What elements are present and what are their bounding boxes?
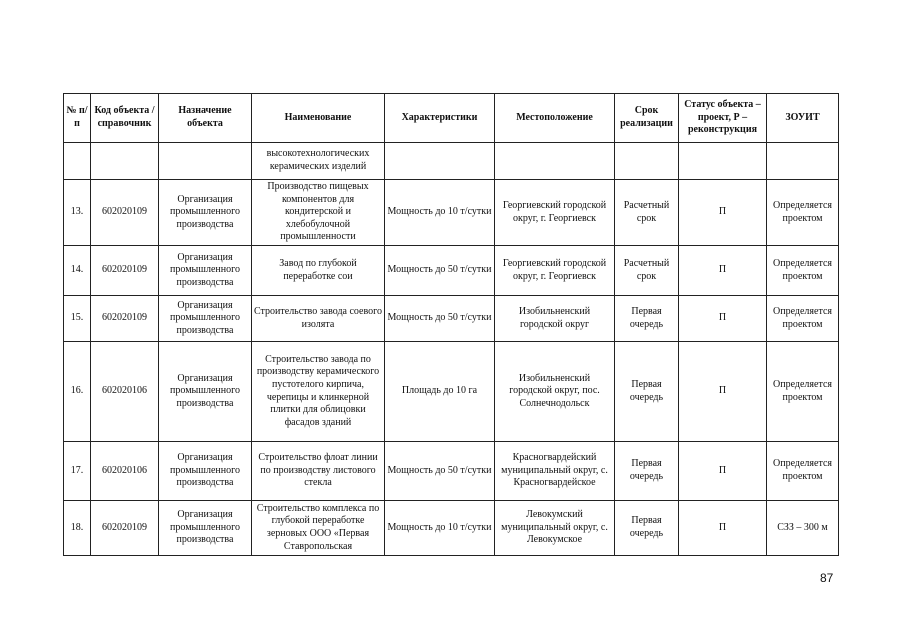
cell-zouit: Определяется проектом <box>767 442 839 501</box>
objects-table <box>63 93 839 556</box>
cell-characteristics: Мощность до 50 т/сутки <box>385 442 495 501</box>
cell-term: Расчетный срок <box>615 246 679 296</box>
cell-code: 602020106 <box>91 442 159 501</box>
table-row <box>64 296 839 342</box>
cell-name: Строительство завода соевого изолята <box>252 296 385 342</box>
cell-num: 15. <box>64 296 91 342</box>
cell-location: Изобильненский городской округ, пос. Солнечнодольск <box>495 342 615 442</box>
cell-purpose: Организация промышленного производства <box>159 246 252 296</box>
cell-code: 602020106 <box>91 342 159 442</box>
cell-num: 16. <box>64 342 91 442</box>
cell-code: 602020109 <box>91 246 159 296</box>
header-term: Срок реализации <box>615 94 679 143</box>
cell-code: 602020109 <box>91 501 159 556</box>
cell-location: Красногвардейский муниципальный округ, с. Красногвардейское <box>495 442 615 501</box>
cell-num: 18. <box>64 501 91 556</box>
header-location: Местоположение <box>495 94 615 143</box>
table-row <box>64 180 839 246</box>
cell-purpose: Организация промышленного производства <box>159 501 252 556</box>
page-number: 87 <box>820 571 834 585</box>
cell-num: 14. <box>64 246 91 296</box>
header-purpose: Назначение объекта <box>159 94 252 143</box>
cell-name: Производство пищевых компонентов для кондитерской и хлебобулочной промышленности <box>252 180 385 246</box>
cell-status: П <box>679 296 767 342</box>
cell-term: Первая очередь <box>615 501 679 556</box>
cell-status: П <box>679 246 767 296</box>
cell-zouit: Определяется проектом <box>767 296 839 342</box>
cell-zouit: Определяется проектом <box>767 246 839 296</box>
cell-characteristics: Мощность до 50 т/сутки <box>385 296 495 342</box>
cell-characteristics: Мощность до 50 т/сутки <box>385 246 495 296</box>
cell-status: П <box>679 442 767 501</box>
cell-term: Первая очередь <box>615 342 679 442</box>
cell-location: Левокумский муниципальный округ, с. Левокумское <box>495 501 615 556</box>
cell-location: Георгиевский городской округ, г. Георгиевск <box>495 246 615 296</box>
header-characteristics: Характеристики <box>385 94 495 143</box>
cell-name: Строительство комплекса по глубокой переработке зерновых ООО «Первая Ставропольская <box>252 501 385 556</box>
continuation-row <box>64 143 839 180</box>
cell-zouit: Определяется проектом <box>767 342 839 442</box>
cell-term: Первая очередь <box>615 296 679 342</box>
header-status: Статус объекта – проект, Р – реконструкция <box>679 94 767 143</box>
cell-status: П <box>679 180 767 246</box>
cell-code: 602020109 <box>91 180 159 246</box>
cell-characteristics: Мощность до 10 т/сутки <box>385 501 495 556</box>
cell-num: 13. <box>64 180 91 246</box>
cell-status: П <box>679 342 767 442</box>
cell-code: 602020109 <box>91 296 159 342</box>
cell-location: Изобильненский городской округ <box>495 296 615 342</box>
cell-zouit: Определяется проектом <box>767 180 839 246</box>
cell-characteristics: Площадь до 10 га <box>385 342 495 442</box>
cell-name: Завод по глубокой переработке сои <box>252 246 385 296</box>
table-row <box>64 342 839 442</box>
cell-purpose: Организация промышленного производства <box>159 180 252 246</box>
header-code: Код объекта / справочник <box>91 94 159 143</box>
table-row <box>64 501 839 556</box>
cell-zouit: СЗЗ – 300 м <box>767 501 839 556</box>
cell-name: Строительство завода по производству керамического пустотелого кирпича, черепицы и клинкерной плитки для облицовки фасадов зданий <box>252 342 385 442</box>
cell-purpose: Организация промышленного производства <box>159 342 252 442</box>
cell-status: П <box>679 501 767 556</box>
cell-name: высокотехнологических керамических изделий <box>252 143 385 180</box>
header-row <box>64 94 839 143</box>
cell-purpose: Организация промышленного производства <box>159 442 252 501</box>
table-row <box>64 442 839 501</box>
cell-num: 17. <box>64 442 91 501</box>
cell-term: Первая очередь <box>615 442 679 501</box>
cell-location: Георгиевский городской округ, г. Георгиевск <box>495 180 615 246</box>
cell-purpose: Организация промышленного производства <box>159 296 252 342</box>
cell-term: Расчетный срок <box>615 180 679 246</box>
header-zouit: ЗОУИТ <box>767 94 839 143</box>
header-num: № п/п <box>64 94 91 143</box>
table-row <box>64 246 839 296</box>
header-name: Наименование <box>252 94 385 143</box>
cell-characteristics: Мощность до 10 т/сутки <box>385 180 495 246</box>
cell-name: Строительство флоат линии по производству листового стекла <box>252 442 385 501</box>
